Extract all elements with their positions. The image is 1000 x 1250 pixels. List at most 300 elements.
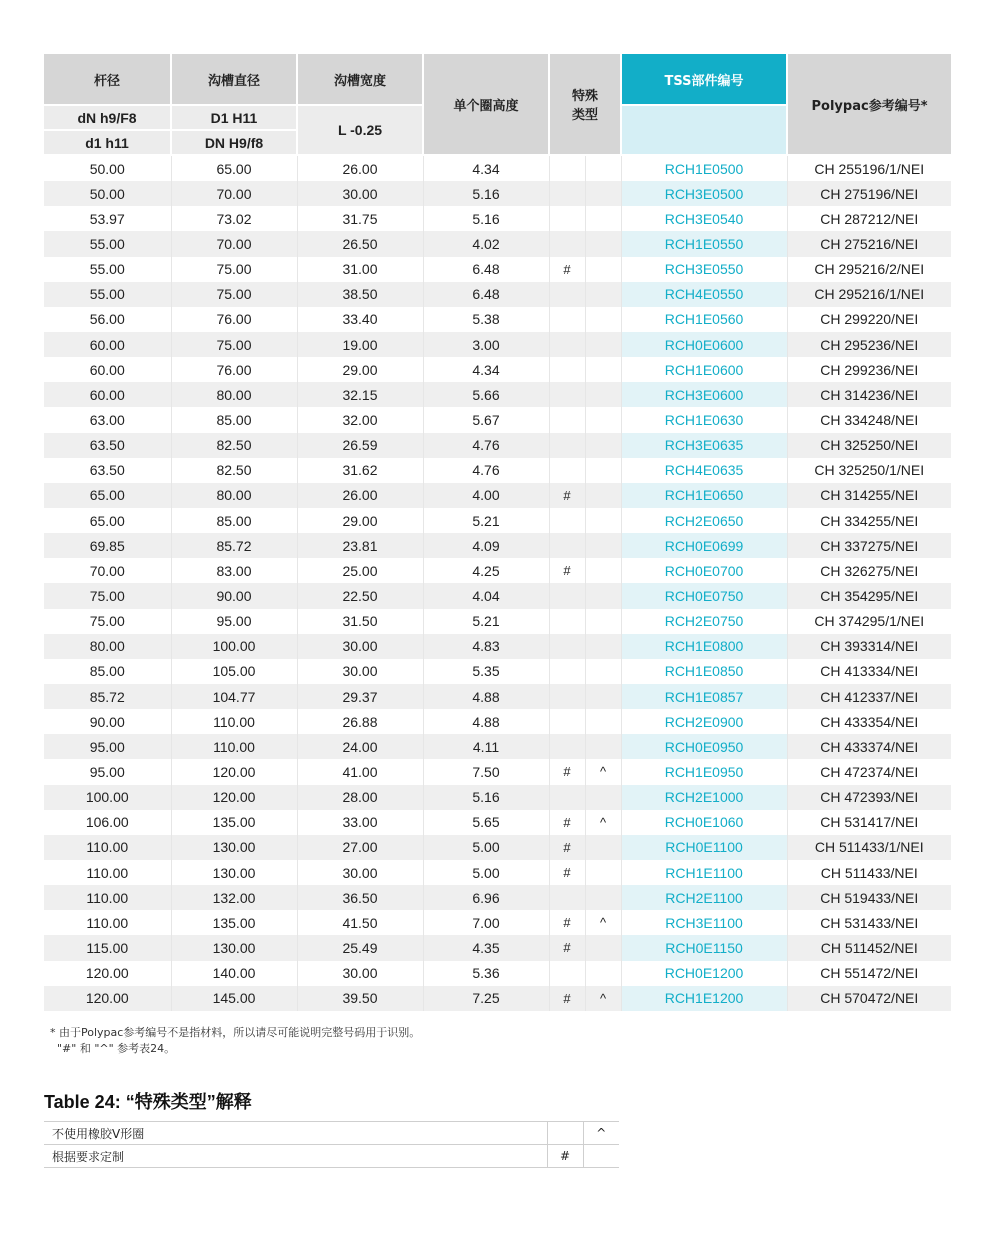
cell-tss-part-number: RCH0E1060 <box>621 810 787 835</box>
cell-special-caret <box>585 508 621 533</box>
cell-polypac-ref: CH 275216/NEI <box>787 231 951 256</box>
cell-rod-diameter: 110.00 <box>44 860 171 885</box>
cell-polypac-ref: CH 295216/1/NEI <box>787 282 951 307</box>
table-row <box>44 935 951 960</box>
cell-groove-width: 26.00 <box>297 483 423 508</box>
cell-groove-diameter: 70.00 <box>171 231 297 256</box>
cell-groove-width: 30.00 <box>297 634 423 659</box>
cell-polypac-ref: CH 314255/NEI <box>787 483 951 508</box>
cell-polypac-ref: CH 433374/NEI <box>787 734 951 759</box>
cell-groove-width: 33.40 <box>297 307 423 332</box>
cell-special-hash <box>549 609 585 634</box>
cell-groove-diameter: 76.00 <box>171 357 297 382</box>
cell-ring-height: 4.25 <box>423 558 549 583</box>
cell-polypac-ref: CH 519433/NEI <box>787 885 951 910</box>
cell-special-caret <box>585 961 621 986</box>
cell-tss-part-number: RCH2E1100 <box>621 885 787 910</box>
table-row <box>44 357 951 382</box>
table-row <box>44 659 951 684</box>
table-row <box>44 785 951 810</box>
header-tss-part-number: TSS部件编号 <box>621 54 787 105</box>
cell-special-hash <box>549 407 585 432</box>
table-row <box>44 583 951 608</box>
header-rod-diameter: 杆径 <box>44 54 171 105</box>
cell-ring-height: 4.88 <box>423 709 549 734</box>
cell-polypac-ref: CH 326275/NEI <box>820 562 919 579</box>
cell-groove-diameter: 83.00 <box>171 558 297 583</box>
cell-tss-part-number: RCH3E1100 <box>621 910 787 935</box>
legend-row <box>44 1145 619 1168</box>
cell-rod-diameter: 55.00 <box>44 231 171 256</box>
cell-special-hash: # <box>549 835 585 860</box>
table-row <box>44 961 951 986</box>
cell-tss-part-number: RCH1E0600 <box>621 357 787 382</box>
cell-special-caret <box>585 684 621 709</box>
cell-polypac-ref: CH 337275/NEI <box>787 533 951 558</box>
cell-groove-diameter: 75.00 <box>171 257 297 282</box>
cell-ring-height: 7.00 <box>423 910 549 935</box>
cell-special-hash <box>549 961 585 986</box>
cell-groove-diameter: 130.00 <box>171 835 297 860</box>
cell-ring-height: 5.38 <box>423 307 549 332</box>
legend-label: 不使用橡胶V形圈 <box>44 1122 547 1145</box>
cell-tss-part-number: RCH1E1200 <box>621 986 787 1011</box>
cell-special-caret <box>585 257 621 282</box>
cell-rod-diameter: 106.00 <box>44 810 171 835</box>
cell-tss-part-number: RCH1E0850 <box>621 659 787 684</box>
cell-groove-width: 39.50 <box>297 986 423 1011</box>
cell-polypac-ref: CH 570472/NEI <box>787 986 951 1011</box>
cell-special-hash <box>549 659 585 684</box>
cell-polypac-ref: CH 551472/NEI <box>820 965 919 982</box>
cell-special-hash <box>549 357 585 382</box>
cell-special-caret: ^ <box>585 810 621 835</box>
header-rod-tolerance-2: d1 h11 <box>44 130 171 155</box>
table-row <box>44 860 951 885</box>
cell-rod-diameter: 69.85 <box>44 533 171 558</box>
cell-groove-diameter: 80.00 <box>171 382 297 407</box>
cell-polypac-ref: CH 334255/NEI <box>820 512 919 529</box>
cell-groove-width: 27.00 <box>297 835 423 860</box>
cell-rod-diameter: 120.00 <box>44 961 171 986</box>
cell-ring-height: 4.76 <box>423 433 549 458</box>
cell-polypac-ref: CH 325250/NEI <box>787 433 951 458</box>
cell-special-caret <box>585 583 621 608</box>
table-row <box>44 458 951 483</box>
cell-special-caret <box>585 860 621 885</box>
cell-polypac-ref: CH 334248/NEI <box>820 411 919 428</box>
cell-tss-part-number: RCH0E0699 <box>621 533 787 558</box>
cell-rod-diameter: 65.00 <box>44 508 171 533</box>
table-row <box>44 734 951 759</box>
cell-groove-diameter: 73.02 <box>171 206 297 231</box>
cell-polypac-ref: CH 374295/1/NEI <box>814 613 925 630</box>
cell-groove-diameter: 135.00 <box>171 910 297 935</box>
cell-groove-width: 26.00 <box>297 155 423 181</box>
cell-polypac-ref: CH 325250/1/NEI <box>814 462 925 479</box>
header-ring-height: 单个圈高度 <box>423 54 549 155</box>
cell-ring-height: 5.16 <box>423 785 549 810</box>
cell-special-caret <box>585 433 621 458</box>
cell-groove-diameter: 85.00 <box>171 508 297 533</box>
legend-hash <box>547 1122 583 1145</box>
cell-groove-width: 32.00 <box>297 407 423 432</box>
cell-groove-width: 32.15 <box>297 382 423 407</box>
cell-ring-height: 4.83 <box>423 634 549 659</box>
header-special-line2: 类型 <box>572 108 599 123</box>
cell-special-caret <box>585 785 621 810</box>
cell-special-caret <box>585 835 621 860</box>
cell-special-hash: # <box>549 558 585 583</box>
cell-ring-height: 4.88 <box>423 684 549 709</box>
cell-tss-part-number: RCH3E0635 <box>621 433 787 458</box>
cell-rod-diameter: 100.00 <box>44 785 171 810</box>
cell-groove-diameter: 70.00 <box>171 181 297 206</box>
cell-groove-width: 31.50 <box>297 609 423 634</box>
cell-special-hash <box>549 885 585 910</box>
cell-rod-diameter: 95.00 <box>44 759 171 784</box>
cell-groove-diameter: 85.00 <box>171 407 297 432</box>
cell-groove-width: 29.00 <box>297 508 423 533</box>
cell-polypac-ref: CH 413334/NEI <box>820 663 919 680</box>
cell-rod-diameter: 60.00 <box>44 332 171 357</box>
cell-special-caret <box>585 307 621 332</box>
cell-groove-diameter: 82.50 <box>171 458 297 483</box>
cell-special-caret: ^ <box>585 759 621 784</box>
cell-tss-part-number: RCH3E0550 <box>621 257 787 282</box>
cell-ring-height: 5.00 <box>423 860 549 885</box>
cell-ring-height: 3.00 <box>423 332 549 357</box>
cell-tss-part-number: RCH2E1000 <box>621 785 787 810</box>
cell-tss-part-number: RCH0E0700 <box>621 558 787 583</box>
cell-special-caret <box>585 558 621 583</box>
cell-tss-part-number: RCH0E0950 <box>621 734 787 759</box>
table-row <box>44 483 951 508</box>
table-row <box>44 885 951 910</box>
cell-special-caret <box>585 885 621 910</box>
cell-tss-part-number: RCH1E0550 <box>621 231 787 256</box>
cell-polypac-ref: CH 472393/NEI <box>787 785 951 810</box>
header-groove-width: 沟槽宽度 <box>297 54 423 105</box>
cell-groove-width: 26.88 <box>297 709 423 734</box>
cell-special-hash <box>549 181 585 206</box>
cell-special-caret <box>585 709 621 734</box>
table-row <box>44 206 951 231</box>
cell-special-caret <box>585 483 621 508</box>
cell-ring-height: 5.36 <box>423 961 549 986</box>
cell-rod-diameter: 110.00 <box>44 835 171 860</box>
cell-groove-diameter: 120.00 <box>171 785 297 810</box>
table-row <box>44 609 951 634</box>
cell-ring-height: 5.16 <box>423 181 549 206</box>
cell-tss-part-number: RCH1E0800 <box>621 634 787 659</box>
cell-groove-diameter: 65.00 <box>171 155 297 181</box>
cell-groove-diameter: 120.00 <box>171 759 297 784</box>
table-row <box>44 307 951 332</box>
cell-groove-diameter: 100.00 <box>171 634 297 659</box>
special-type-legend-table <box>44 1121 619 1168</box>
cell-rod-diameter: 63.50 <box>44 458 171 483</box>
cell-polypac-ref: CH 299236/NEI <box>820 361 919 378</box>
legend-hash: # <box>547 1145 583 1168</box>
cell-groove-width: 41.00 <box>297 759 423 784</box>
cell-ring-height: 4.34 <box>423 155 549 181</box>
cell-groove-width: 31.00 <box>297 257 423 282</box>
cell-special-hash <box>549 433 585 458</box>
header-rod-tolerance-1 <box>44 105 171 130</box>
table-row <box>44 282 951 307</box>
cell-special-caret <box>585 659 621 684</box>
cell-groove-width: 33.00 <box>297 810 423 835</box>
cell-groove-diameter: 135.00 <box>171 810 297 835</box>
cell-groove-width: 19.00 <box>297 332 423 357</box>
table-row <box>44 709 951 734</box>
cell-tss-part-number: RCH0E1200 <box>621 961 787 986</box>
cell-rod-diameter: 85.00 <box>44 659 171 684</box>
cell-rod-diameter: 90.00 <box>44 709 171 734</box>
cell-groove-width: 28.00 <box>297 785 423 810</box>
cell-special-caret: ^ <box>585 986 621 1011</box>
cell-special-caret <box>585 231 621 256</box>
cell-special-hash <box>549 155 585 181</box>
table-body <box>44 155 951 1011</box>
cell-polypac-ref: CH 511433/1/NEI <box>787 835 951 860</box>
table-row <box>44 910 951 935</box>
cell-special-hash: # <box>549 935 585 960</box>
cell-groove-width: 38.50 <box>297 282 423 307</box>
table-row <box>44 684 951 709</box>
header-groove-tolerance-2: DN H9/f8 <box>171 130 297 155</box>
cell-groove-width: 25.49 <box>297 935 423 960</box>
cell-special-hash <box>549 206 585 231</box>
cell-ring-height: 4.04 <box>423 583 549 608</box>
cell-special-caret <box>585 634 621 659</box>
cell-groove-diameter: 110.00 <box>171 734 297 759</box>
cell-special-caret <box>585 282 621 307</box>
cell-rod-diameter: 60.00 <box>44 382 171 407</box>
cell-tss-part-number: RCH0E1150 <box>621 935 787 960</box>
cell-polypac-ref: CH 472374/NEI <box>820 763 919 780</box>
cell-special-caret <box>585 533 621 558</box>
cell-rod-diameter: 60.00 <box>44 357 171 382</box>
table-row <box>44 155 951 181</box>
cell-special-hash: # <box>549 483 585 508</box>
cell-polypac-ref: CH 412337/NEI <box>787 684 951 709</box>
cell-tss-part-number: RCH3E0500 <box>621 181 787 206</box>
cell-tss-part-number: RCH4E0550 <box>621 282 787 307</box>
cell-tss-part-number: RCH1E0500 <box>621 155 787 181</box>
cell-special-hash: # <box>549 810 585 835</box>
cell-tss-part-number: RCH1E1100 <box>621 860 787 885</box>
cell-ring-height: 5.00 <box>423 835 549 860</box>
header-tss-blank <box>621 105 787 155</box>
cell-ring-height: 5.65 <box>423 810 549 835</box>
cell-tss-part-number: RCH3E0600 <box>621 382 787 407</box>
cell-special-caret <box>585 181 621 206</box>
cell-special-hash <box>549 231 585 256</box>
cell-tss-part-number: RCH1E0560 <box>621 307 787 332</box>
cell-rod-diameter: 75.00 <box>44 583 171 608</box>
cell-polypac-ref: CH 295216/2/NEI <box>814 261 925 278</box>
cell-rod-diameter: 70.00 <box>44 558 171 583</box>
cell-rod-diameter: 53.97 <box>44 206 171 231</box>
cell-ring-height: 4.00 <box>423 483 549 508</box>
cell-tss-part-number: RCH2E0900 <box>621 709 787 734</box>
footnote-polypac: * 由于Polypac参考编号不是指材料，所以请尽可能说明完整号码用于识别。 <box>50 1026 421 1039</box>
table-row <box>44 508 951 533</box>
cell-special-hash <box>549 634 585 659</box>
cell-rod-diameter: 56.00 <box>44 307 171 332</box>
cell-ring-height: 5.66 <box>423 382 549 407</box>
cell-groove-diameter: 80.00 <box>171 483 297 508</box>
legend-caret: ^ <box>583 1122 619 1145</box>
cell-groove-diameter: 85.72 <box>171 533 297 558</box>
cell-ring-height: 7.50 <box>423 759 549 784</box>
cell-polypac-ref: CH 354295/NEI <box>787 583 951 608</box>
cell-rod-diameter: 55.00 <box>44 257 171 282</box>
cell-groove-diameter: 110.00 <box>171 709 297 734</box>
table-row <box>44 433 951 458</box>
cell-groove-diameter: 132.00 <box>171 885 297 910</box>
cell-special-hash: # <box>549 986 585 1011</box>
cell-special-hash <box>549 684 585 709</box>
cell-special-caret <box>585 407 621 432</box>
cell-groove-width: 41.50 <box>297 910 423 935</box>
cell-ring-height: 7.25 <box>423 986 549 1011</box>
cell-ring-height: 4.09 <box>423 533 549 558</box>
cell-ring-height: 5.21 <box>423 508 549 533</box>
cell-special-hash <box>549 332 585 357</box>
cell-special-hash <box>549 307 585 332</box>
cell-groove-diameter: 76.00 <box>171 307 297 332</box>
legend-caret <box>583 1145 619 1168</box>
cell-groove-width: 26.59 <box>297 433 423 458</box>
cell-rod-diameter: 110.00 <box>44 910 171 935</box>
cell-special-caret <box>585 382 621 407</box>
cell-rod-diameter: 63.50 <box>44 433 171 458</box>
cell-special-hash <box>549 583 585 608</box>
cell-ring-height: 5.21 <box>423 609 549 634</box>
table-row <box>44 986 951 1011</box>
cell-special-caret <box>585 734 621 759</box>
cell-groove-width: 30.00 <box>297 181 423 206</box>
cell-special-caret <box>585 458 621 483</box>
cell-ring-height: 4.35 <box>423 935 549 960</box>
cell-groove-diameter: 90.00 <box>171 583 297 608</box>
cell-groove-width: 26.50 <box>297 231 423 256</box>
cell-special-caret <box>585 206 621 231</box>
cell-ring-height: 6.96 <box>423 885 549 910</box>
cell-groove-diameter: 130.00 <box>171 860 297 885</box>
cell-tss-part-number: RCH1E0630 <box>621 407 787 432</box>
cell-groove-width: 36.50 <box>297 885 423 910</box>
legend-label: 根据要求定制 <box>44 1145 547 1168</box>
header-width-tolerance: L -0.25 <box>297 105 423 155</box>
cell-polypac-ref: CH 295236/NEI <box>787 332 951 357</box>
cell-special-hash <box>549 508 585 533</box>
cell-special-hash <box>549 282 585 307</box>
cell-polypac-ref: CH 393314/NEI <box>787 634 951 659</box>
cell-tss-part-number: RCH0E0750 <box>621 583 787 608</box>
cell-ring-height: 6.48 <box>423 282 549 307</box>
cell-special-hash <box>549 734 585 759</box>
header-groove-diameter: 沟槽直径 <box>171 54 297 105</box>
cell-special-caret <box>585 609 621 634</box>
cell-special-hash: # <box>549 910 585 935</box>
cell-ring-height: 4.76 <box>423 458 549 483</box>
cell-groove-diameter: 130.00 <box>171 935 297 960</box>
cell-special-caret <box>585 332 621 357</box>
table-row <box>44 257 951 282</box>
seal-dimension-table <box>44 54 951 1011</box>
cell-polypac-ref: CH 299220/NEI <box>820 311 919 328</box>
cell-groove-width: 29.37 <box>297 684 423 709</box>
header-special-line1: 特殊 <box>572 89 599 104</box>
rod-sub1-text: dN h9/F8 <box>77 109 137 126</box>
cell-groove-width: 31.62 <box>297 458 423 483</box>
cell-polypac-ref: CH 511452/NEI <box>787 935 951 960</box>
cell-tss-part-number: RCH2E0750 <box>621 609 787 634</box>
cell-rod-diameter: 80.00 <box>44 634 171 659</box>
cell-rod-diameter: 63.00 <box>44 407 171 432</box>
table-row <box>44 332 951 357</box>
table-row <box>44 558 951 583</box>
table-row <box>44 407 951 432</box>
cell-rod-diameter: 55.00 <box>44 282 171 307</box>
cell-ring-height: 4.11 <box>423 734 549 759</box>
table-row <box>44 634 951 659</box>
legend-row <box>44 1122 619 1145</box>
table-row <box>44 810 951 835</box>
cell-tss-part-number: RCH0E1100 <box>621 835 787 860</box>
cell-polypac-ref: CH 433354/NEI <box>820 713 919 730</box>
cell-special-hash: # <box>549 759 585 784</box>
cell-ring-height: 4.02 <box>423 231 549 256</box>
cell-groove-diameter: 145.00 <box>171 986 297 1011</box>
cell-groove-width: 23.81 <box>297 533 423 558</box>
cell-polypac-ref: CH 531417/NEI <box>820 814 919 831</box>
cell-special-caret <box>585 155 621 181</box>
table-row <box>44 759 951 784</box>
cell-groove-width: 25.00 <box>297 558 423 583</box>
header-groove-tolerance-1: D1 H11 <box>171 105 297 130</box>
cell-groove-width: 24.00 <box>297 734 423 759</box>
header-polypac-ref: Polypac参考编号* <box>787 54 951 155</box>
cell-special-hash <box>549 533 585 558</box>
footnote-symbols: "#" 和 "^" 参考表24。 <box>57 1042 176 1055</box>
cell-ring-height: 5.35 <box>423 659 549 684</box>
cell-special-hash: # <box>549 257 585 282</box>
cell-tss-part-number: RCH4E0635 <box>621 458 787 483</box>
table-row <box>44 181 951 206</box>
cell-groove-diameter: 140.00 <box>171 961 297 986</box>
cell-polypac-ref: CH 287212/NEI <box>820 210 919 227</box>
cell-special-caret <box>585 935 621 960</box>
cell-groove-diameter: 75.00 <box>171 282 297 307</box>
cell-tss-part-number: RCH1E0650 <box>621 483 787 508</box>
cell-rod-diameter: 75.00 <box>44 609 171 634</box>
cell-rod-diameter: 50.00 <box>44 181 171 206</box>
table24-title: Table 24: “特殊类型”解释 <box>44 1092 252 1112</box>
cell-tss-part-number: RCH0E0600 <box>621 332 787 357</box>
cell-special-hash <box>549 382 585 407</box>
cell-rod-diameter: 110.00 <box>44 885 171 910</box>
cell-special-hash: # <box>549 860 585 885</box>
cell-groove-width: 30.00 <box>297 860 423 885</box>
cell-groove-diameter: 75.00 <box>171 332 297 357</box>
cell-special-hash <box>549 785 585 810</box>
cell-polypac-ref: CH 275196/NEI <box>787 181 951 206</box>
